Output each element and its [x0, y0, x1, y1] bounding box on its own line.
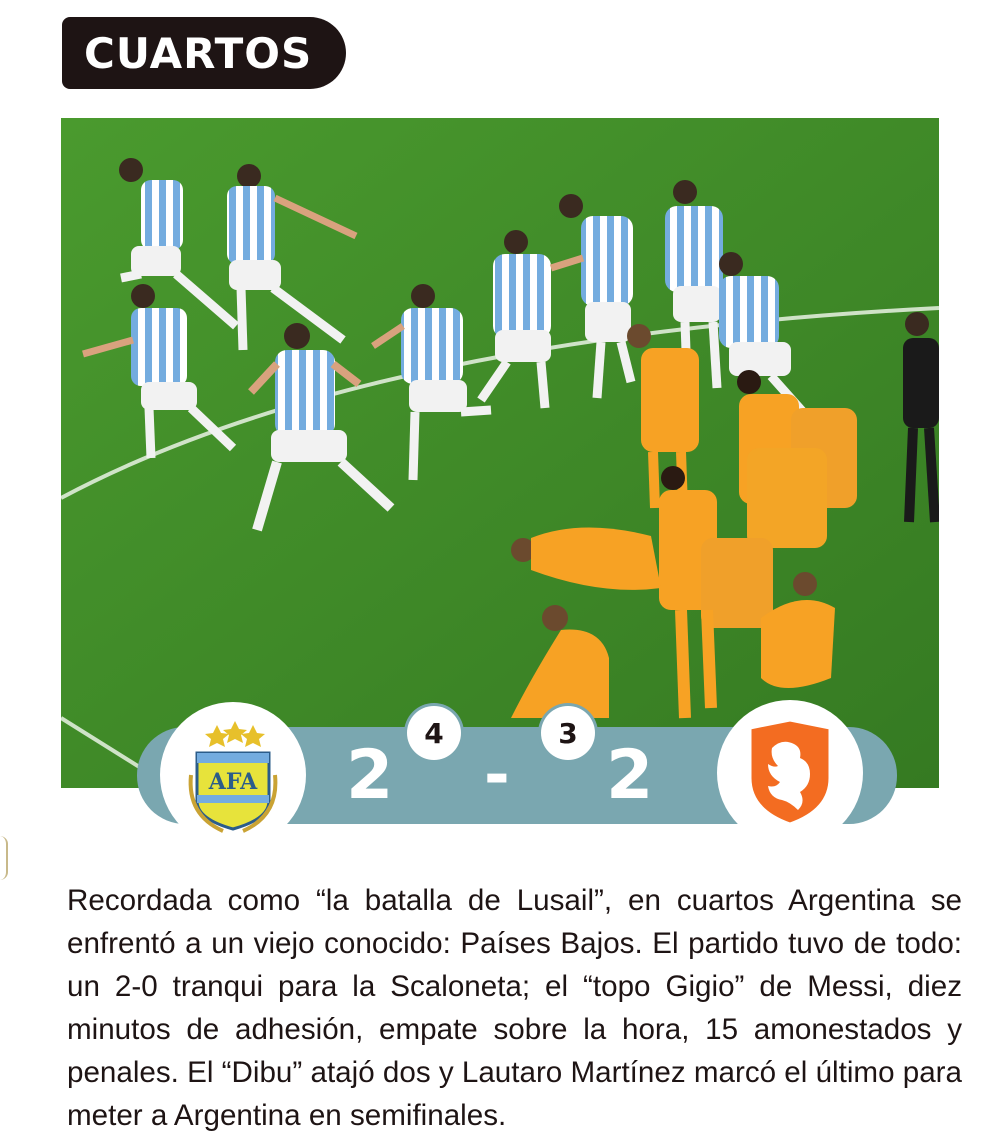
svg-text:AFA: AFA [208, 769, 258, 795]
section-tag [62, 17, 346, 89]
score-separator: - [484, 738, 510, 811]
article-body: Recordada como “la batalla de Lusail”, en cuartos Argentina se enfrentó a un viejo conocido: Países Bajos. El partido tuvo de todo: un 2-0 tranqui para la Scaloneta; el “topo Gigio” de Messi, diez minutos de adhesión, empate sobre la hora, 15 amonestados y penales. El “Dibu” atajó dos y Lautaro Martínez marcó el último para meter a Argentina en semifinales. [67, 884, 962, 1132]
afa-shield-icon [183, 715, 283, 835]
away-penalties-badge: 3 [541, 706, 595, 760]
netherlands-crest [717, 700, 863, 846]
home-goals: 2 [346, 736, 394, 815]
argentina-crest [160, 702, 306, 848]
lion-shield-icon [742, 718, 838, 828]
match-photo-illustration [61, 118, 939, 788]
match-photo [61, 118, 939, 788]
page-edge-mark [0, 836, 8, 880]
away-goals: 2 [606, 736, 654, 815]
home-penalties-badge: 4 [407, 706, 461, 760]
section-tag-label: CUARTOS [84, 28, 313, 78]
